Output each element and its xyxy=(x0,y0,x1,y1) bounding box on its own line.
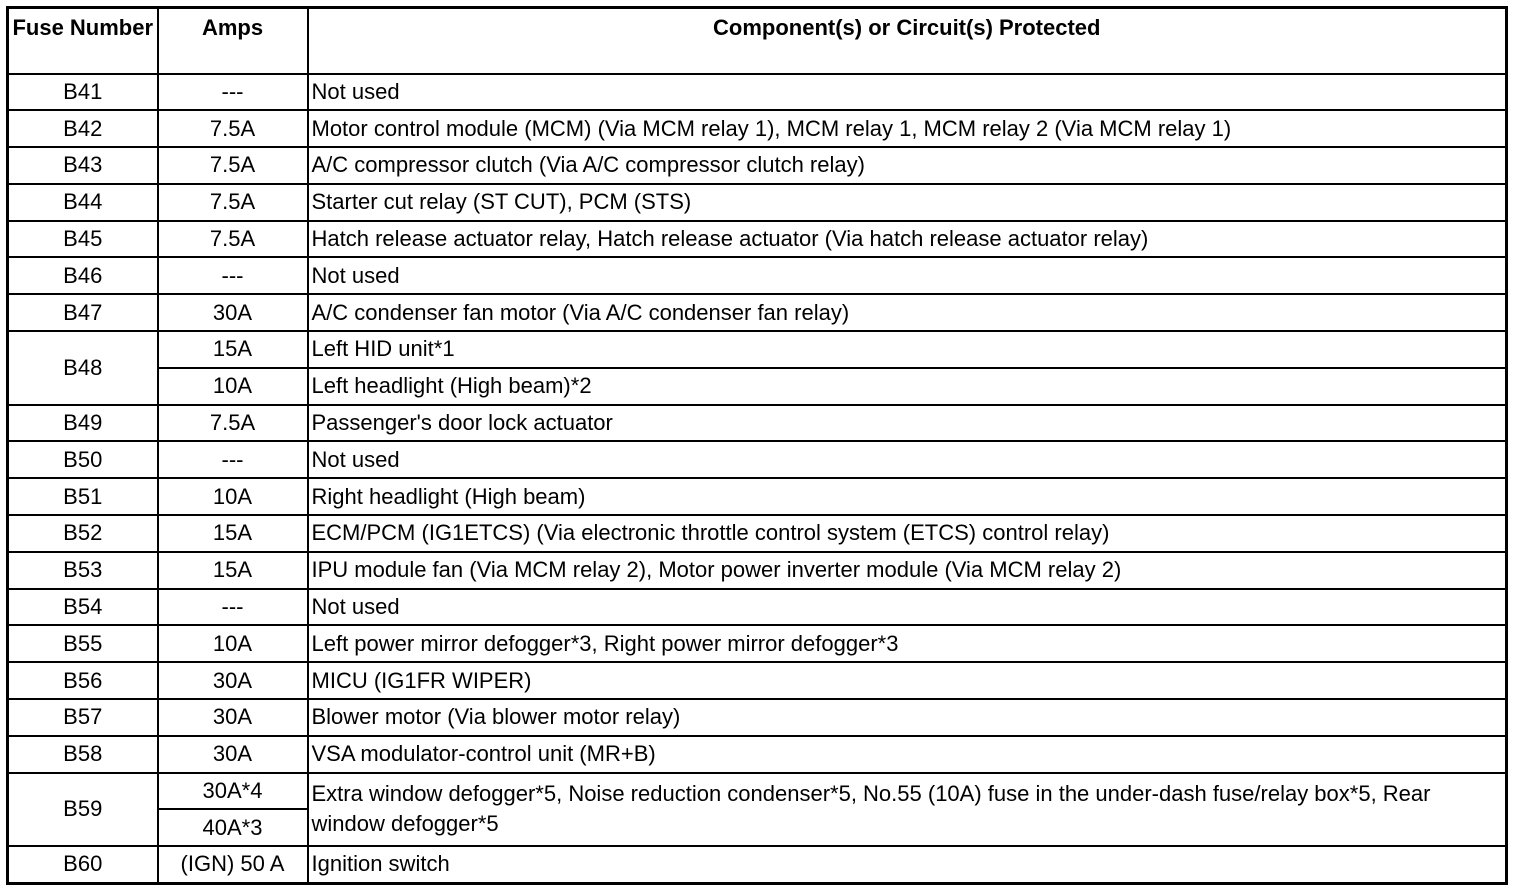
header-components: Component(s) or Circuit(s) Protected xyxy=(308,8,1507,74)
amps-cell: 7.5A xyxy=(158,184,308,221)
component-cell: Hatch release actuator relay, Hatch release actuator (Via hatch release actuator relay) xyxy=(308,221,1507,258)
table-row xyxy=(8,368,1507,405)
table-row xyxy=(8,773,1507,810)
amps-cell: 10A xyxy=(158,625,308,662)
table-row xyxy=(8,405,1507,442)
fuse-number-cell: B51 xyxy=(8,478,158,515)
amps-cell: 7.5A xyxy=(158,221,308,258)
fuse-number-cell: B42 xyxy=(8,110,158,147)
table-row xyxy=(8,699,1507,736)
component-cell: Passenger's door lock actuator xyxy=(308,405,1507,442)
fuse-number-cell: B43 xyxy=(8,147,158,184)
component-cell: Ignition switch xyxy=(308,846,1507,883)
amps-cell: 10A xyxy=(158,478,308,515)
amps-cell: --- xyxy=(158,257,308,294)
amps-cell: 7.5A xyxy=(158,405,308,442)
table-row xyxy=(8,257,1507,294)
component-cell: Blower motor (Via blower motor relay) xyxy=(308,699,1507,736)
amps-cell: 10A xyxy=(158,368,308,405)
amps-cell: 30A xyxy=(158,294,308,331)
fuse-number-cell: B49 xyxy=(8,405,158,442)
fuse-number-cell: B45 xyxy=(8,221,158,258)
fuse-number-cell: B54 xyxy=(8,589,158,626)
fuse-number-cell: B41 xyxy=(8,74,158,111)
component-cell: Left power mirror defogger*3, Right power mirror defogger*3 xyxy=(308,625,1507,662)
fuse-number-cell: B60 xyxy=(8,846,158,883)
fuse-number-cell: B52 xyxy=(8,515,158,552)
table-row xyxy=(8,184,1507,221)
table-row xyxy=(8,478,1507,515)
table-row xyxy=(8,552,1507,589)
amps-cell: 15A xyxy=(158,552,308,589)
component-cell: ECM/PCM (IG1ETCS) (Via electronic throttle control system (ETCS) control relay) xyxy=(308,515,1507,552)
table-row xyxy=(8,221,1507,258)
component-cell: Not used xyxy=(308,257,1507,294)
amps-cell: --- xyxy=(158,74,308,111)
amps-cell: --- xyxy=(158,589,308,626)
amps-cell: 30A*4 xyxy=(158,773,308,810)
component-cell: Motor control module (MCM) (Via MCM relay 1), MCM relay 1, MCM relay 2 (Via MCM relay 1) xyxy=(308,110,1507,147)
fuse-number-cell: B44 xyxy=(8,184,158,221)
fuse-number-cell: B58 xyxy=(8,736,158,773)
amps-cell: --- xyxy=(158,441,308,478)
component-cell: Left headlight (High beam)*2 xyxy=(308,368,1507,405)
component-cell: Extra window defogger*5, Noise reduction condenser*5, No.55 (10A) fuse in the under-dash fuse/relay box*5, Rear window defogger*5 xyxy=(308,773,1507,847)
component-cell: VSA modulator-control unit (MR+B) xyxy=(308,736,1507,773)
fuse-table xyxy=(6,6,1508,885)
table-row xyxy=(8,294,1507,331)
component-cell: A/C compressor clutch (Via A/C compressor clutch relay) xyxy=(308,147,1507,184)
table-row xyxy=(8,74,1507,111)
amps-cell: 15A xyxy=(158,331,308,368)
fuse-number-cell: B55 xyxy=(8,625,158,662)
component-cell: Not used xyxy=(308,589,1507,626)
component-cell: MICU (IG1FR WIPER) xyxy=(308,662,1507,699)
amps-cell: 7.5A xyxy=(158,110,308,147)
amps-cell: (IGN) 50 A xyxy=(158,846,308,883)
amps-cell: 30A xyxy=(158,699,308,736)
fuse-number-cell: B56 xyxy=(8,662,158,699)
fuse-number-cell: B48 xyxy=(8,331,158,405)
fuse-number-cell: B57 xyxy=(8,699,158,736)
table-row xyxy=(8,662,1507,699)
header-row xyxy=(8,8,1507,74)
fuse-number-cell: B47 xyxy=(8,294,158,331)
table-row xyxy=(8,625,1507,662)
table-row xyxy=(8,736,1507,773)
table-row xyxy=(8,441,1507,478)
amps-cell: 7.5A xyxy=(158,147,308,184)
header-fuse-number: Fuse Number xyxy=(8,8,158,74)
table-row xyxy=(8,515,1507,552)
table-row xyxy=(8,147,1507,184)
table-row xyxy=(8,589,1507,626)
fuse-number-cell: B46 xyxy=(8,257,158,294)
component-cell: IPU module fan (Via MCM relay 2), Motor power inverter module (Via MCM relay 2) xyxy=(308,552,1507,589)
component-cell: Starter cut relay (ST CUT), PCM (STS) xyxy=(308,184,1507,221)
amps-cell: 15A xyxy=(158,515,308,552)
component-cell: Not used xyxy=(308,74,1507,111)
amps-cell: 30A xyxy=(158,736,308,773)
fuse-number-cell: B59 xyxy=(8,773,158,847)
amps-cell: 30A xyxy=(158,662,308,699)
table-row xyxy=(8,110,1507,147)
component-cell: Right headlight (High beam) xyxy=(308,478,1507,515)
component-cell: A/C condenser fan motor (Via A/C condenser fan relay) xyxy=(308,294,1507,331)
table-row xyxy=(8,846,1507,883)
table-row xyxy=(8,331,1507,368)
header-amps: Amps xyxy=(158,8,308,74)
fuse-number-cell: B50 xyxy=(8,441,158,478)
component-cell: Left HID unit*1 xyxy=(308,331,1507,368)
component-cell: Not used xyxy=(308,441,1507,478)
fuse-number-cell: B53 xyxy=(8,552,158,589)
amps-cell: 40A*3 xyxy=(158,809,308,846)
